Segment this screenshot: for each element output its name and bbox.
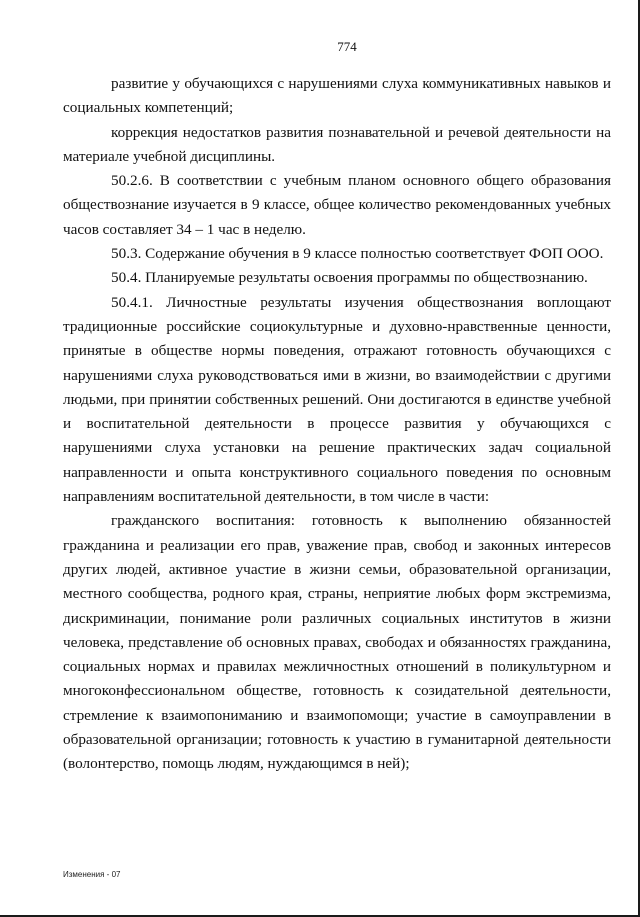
page-number: 774	[337, 39, 357, 54]
paragraph-correction: коррекция недостатков развития познавательной и речевой деятельности на материале учебной дисциплины.	[63, 123, 611, 165]
footer-revision-note: Изменения - 07	[63, 870, 121, 879]
paragraph-communication-skills: развитие у обучающихся с нарушениями слуха коммуникативных навыков и социальных компетенций;	[63, 75, 611, 117]
paragraph-50-4-1: 50.4.1. Личностные результаты изучения обществознания воплощают традиционные российские социокультурные и духовно-нравственные ценности, принятые в обществе нормы поведения, отражают готовность обучающихся с нарушениями слуха руководствоваться ими в жизни, во взаимодействии с другими людьми, при принятии собственных решений. Они достигаются в единстве учебной и воспитательной деятельности в процессе развития у обучающихся с нарушениями слуха установки на решение практических задач социальной направленности и опыта конструктивного социального поведения по основным направлениям воспитательной деятельности, в том числе в части:	[63, 293, 611, 506]
document-body	[63, 72, 611, 777]
paragraph-civic-education: гражданского воспитания: готовность к выполнению обязанностей гражданина и реализации его прав, уважение прав, свобод и законных интересов других людей, активное участие в жизни семьи, образовательной организации, местного сообщества, родного края, страны, неприятие любых форм экстремизма, дискриминации, понимание роли различных социальных институтов в жизни человека, представление об основных правах, свободах и обязанностях гражданина, социальных нормах и правилах межличностных отношений в поликультурном и многоконфессиональном обществе, готовность к созидательной деятельности, стремление к взаимопониманию и взаимопомощи; участие в самоуправлении в образовательной организации; готовность к участию в гуманитарной деятельности (волонтерство, помощь людям, нуждающимся в ней);	[63, 512, 611, 773]
paragraph-50-3: 50.3. Содержание обучения в 9 классе полностью соответствует ФОП ООО.	[111, 245, 604, 263]
paragraph-50-2-6: 50.2.6. В соответствии с учебным планом основного общего образования обществознание изучается в 9 классе, общее количество рекомендованных учебных часов составляет 34 – 1 час в неделю.	[63, 172, 611, 238]
paragraph-50-4: 50.4. Планируемые результаты освоения программы по обществознанию.	[111, 269, 588, 287]
